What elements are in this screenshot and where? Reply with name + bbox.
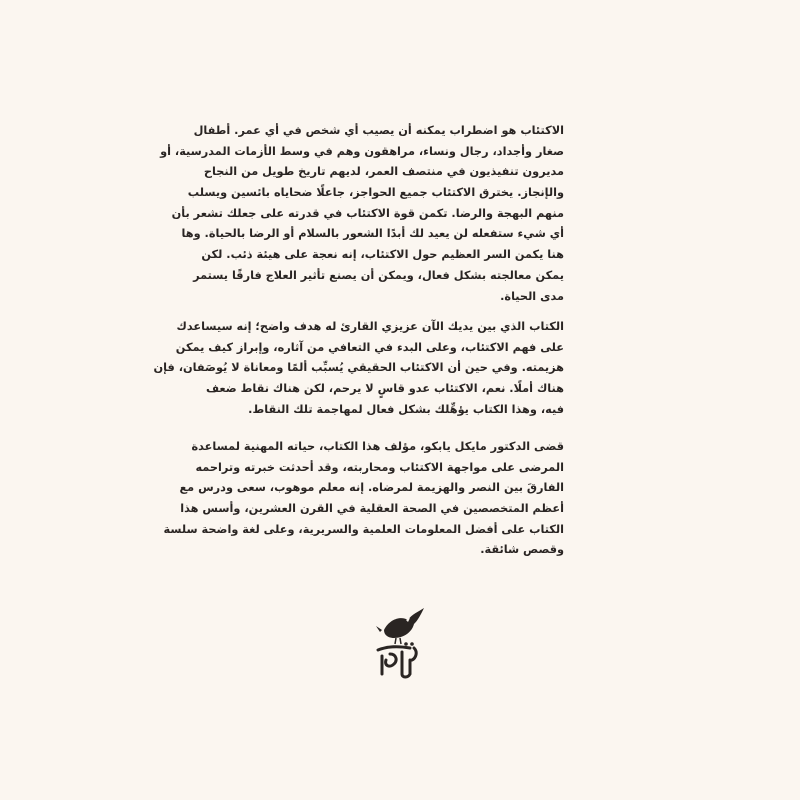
text-line: هزيمته. وفي حين أن الاكتئاب الحقيقي يُسبِّب ألمًا ومعاناة لا يُوصَفان، فإن [153, 361, 564, 375]
paragraph-1 [160, 121, 564, 307]
text-line: هناك أملًا. نعم، الاكتئاب عدو قاسٍ لا يرحم، لكن هناك نقاط ضعف [205, 382, 564, 396]
text-line: هنا يكمن السر العظيم حول الاكتئاب، إنه نعجة على هيئة ذئب. لكن [201, 248, 564, 262]
text-line: مدى الحياة. [500, 289, 564, 303]
text-line: على فهم الاكتئاب، وعلى البدء في التعافي من آثاره، وإبراز كيف يمكن [175, 340, 564, 354]
text-line: صغار وأجداد، رجال ونساء، مراهقون وهم في وسط الأزمات المدرسية، أو [160, 144, 564, 158]
text-line: وقصص شائقة. [480, 543, 564, 557]
text-line: الاكتئاب هو اضطراب يمكنه أن يصيب أي شخص في أي عمر. أطفال [193, 124, 564, 137]
text-line: الكتاب الذي بين يديك الآن عزيزي القارئ له هدف واضح؛ إنه سيساعدك [176, 320, 564, 333]
text-line: الفارقَ بين النصر والهزيمة لمرضاه. إنه معلم موهوب، سعى ودرس مع [179, 481, 564, 495]
text-line: مديرون تنفيذيون في منتصف العمر، لديهم تاريخ طويل من النجاح [203, 165, 564, 179]
paragraph-3 [163, 437, 564, 561]
text-line: أعظم المتخصصين في الصحة العقلية في القرن العشرين، وأسس هذا [180, 502, 564, 516]
paragraph-2 [153, 317, 564, 420]
text-line: قضى الدكتور مايكل يابكو، مؤلف هذا الكتاب، حياته المهنية لمساعدة [191, 440, 564, 453]
bird-icon [368, 600, 428, 682]
text-line: الكتاب على أفضل المعلومات العلمية والسريرية، وعلى لغة واضحة سلسة [163, 522, 564, 536]
text-line: والإنجاز. يخترق الاكتئاب جميع الحواجز، جاعلًا ضحاياه بائسين ويسلب [187, 186, 564, 200]
text-line: فيه، وهذا الكتاب يؤهِّلك بشكل فعال لمهاجمة تلك النقاط. [248, 402, 564, 416]
publisher-logo [368, 600, 428, 682]
text-line: منهم البهجة والرضا. تكمن قوة الاكتئاب في قدرته على جعلك تشعر بأن [171, 206, 564, 220]
text-line: المرضى على مواجهة الاكتئاب ومحاربته، وقد أحدثت خبرته وتراحمه [195, 460, 564, 474]
text-line: يمكن معالجته بشكل فعال، ويمكن أن يصنع تأثير العلاج فارقًا يستمر [193, 268, 564, 282]
text-line: أي شيء ستفعله لن يعيد لك أبدًا الشعور بالسلام أو الرضا بالحياة. وها [181, 227, 564, 241]
